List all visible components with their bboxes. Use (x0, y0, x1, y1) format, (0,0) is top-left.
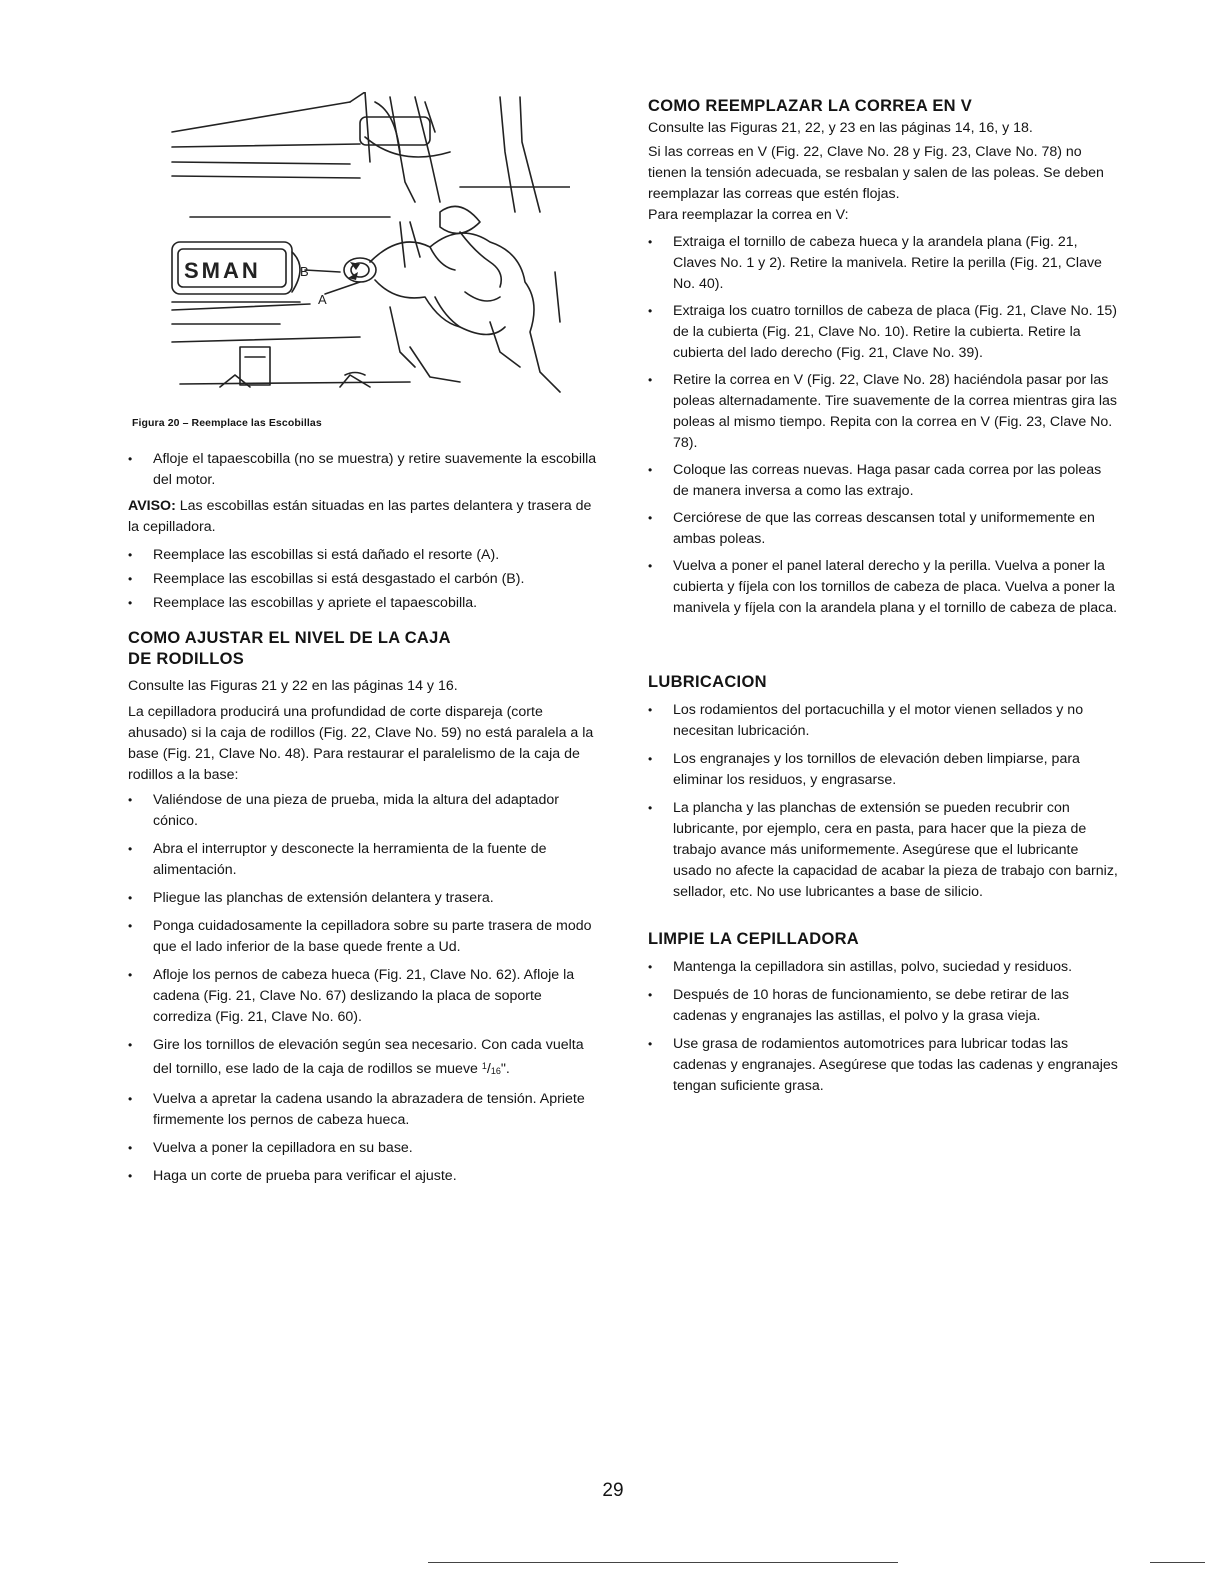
lubrication-list (648, 700, 1120, 903)
list-item: • Los engranajes y los tornillos de elevación deben limpiarse, para eliminar los residuos, y engrasarse. (648, 749, 1120, 791)
brush-replacement-figure (160, 92, 570, 407)
list-item: • Reemplace las escobillas si está desgastado el carbón (B). (128, 569, 600, 590)
aviso-text: Las escobillas están situadas en las partes delantera y trasera de la cepilladora. (128, 498, 592, 535)
aviso-label: AVISO: (128, 498, 176, 514)
section-heading-roller-level: COMO AJUSTAR EL NIVEL DE LA CAJA DE RODILLOS (128, 629, 451, 668)
list-item: • Vuelva a poner la cepilladora en su base. (128, 1138, 600, 1159)
list-item: • La plancha y las planchas de extensión se pueden recubrir con lubricante, por ejemplo, cera en pasta, para hacer que la pieza de trabajo avance más uniformemente. Asegúrese que el lubricante usado no afecte la capacidad de acabar la pieza de trabajo con barniz, sellador, etc. No use lubricantes a base de silicio. (648, 798, 1120, 903)
list-item: • Después de 10 horas de funcionamiento, se debe retirar de las cadenas y engranajes las astillas, el polvo y la grasa vieja. (648, 985, 1120, 1027)
list-item: • Reemplace las escobillas y apriete el tapaescobilla. (128, 593, 600, 614)
brush-illustration (160, 92, 570, 407)
motor-logo: SMAN (184, 258, 261, 283)
list-item: • Afloje los pernos de cabeza hueca (Fig. 21, Clave No. 62). Afloje la cadena (Fig. 21, Clave No. 67) deslizando la placa de soporte corrediza (Fig. 21, Clave No. 60). (128, 965, 600, 1028)
section-heading-clean: LIMPIE LA CEPILLADORA (648, 930, 860, 948)
list-item: • Ponga cuidadosamente la cepilladora sobre su parte trasera de modo que el lado inferior de la base quede frente a Ud. (128, 916, 600, 958)
bottom-divider (428, 1562, 898, 1563)
list-item: • Use grasa de rodamientos automotrices para lubricar todas las cadenas y engranajes. Asegúrese que todas las cadenas y engranajes tengan suficiente grasa. (648, 1034, 1120, 1097)
paragraph: Para reemplazar la correa en V: (648, 207, 849, 223)
cleaning-list (648, 957, 1120, 1097)
list-item: • Extraiga los cuatro tornillos de cabeza de placa (Fig. 21, Clave No. 15) de la cubierta (Fig. 21, Clave No. 10). Retire la cubierta. Retire la cubierta del lado derecho (Fig. 21, Clave No. 39). (648, 301, 1120, 364)
figure-reference: Consulte las Figuras 21, 22, y 23 en las páginas 14, 16, y 18. (648, 120, 1033, 136)
paragraph: Si las correas en V (Fig. 22, Clave No. 28 y Fig. 23, Clave No. 78) no tienen la tensión adecuada, se resbalan y salen de las poleas. Se deben reemplazar las correas que estén flojas. (648, 144, 1104, 202)
list-item: • Los rodamientos del portacuchilla y el motor vienen sellados y no necesitan lubricación. (648, 700, 1120, 742)
figure-reference: Consulte las Figuras 21 y 22 en las páginas 14 y 16. (128, 678, 458, 694)
list-item: • Cerciórese de que las correas descansen total y uniformemente en ambas poleas. (648, 508, 1120, 550)
list-item: • Vuelva a poner el panel lateral derecho y la perilla. Vuelva a poner la cubierta y fíjela con los tornillos de cabeza de placa. Vuelva a poner la manivela y fíjela con la arandela plana y el tornillo de cabeza de placa. (648, 556, 1120, 619)
list-item: • Valiéndose de una pieza de prueba, mida la altura del adaptador cónico. (128, 790, 600, 832)
aviso-note (128, 496, 600, 538)
list-item: • Haga un corte de prueba para verificar el ajuste. (128, 1166, 600, 1187)
list-item: • Coloque las correas nuevas. Haga pasar cada correa por las poleas de manera inversa a como las extrajo. (648, 460, 1120, 502)
roller-level-steps (128, 790, 600, 1187)
list-item: • Retire la correa en V (Fig. 22, Clave No. 28) haciéndola pasar por las poleas alternadamente. Tire suavemente de la correa mientras gira las poleas al mismo tiempo. Repita con la correa en V (Fig. 23, Clave No. 78). (648, 370, 1120, 454)
figure-caption: Figura 20 – Reemplace las Escobillas (132, 417, 322, 429)
list-item: • Extraiga el tornillo de cabeza hueca y la arandela plana (Fig. 21, Claves No. 1 y 2). Retire la manivela. Retire la perilla (Fig. 21, Clave No. 40). (648, 232, 1120, 295)
list-item: • Afloje el tapaescobilla (no se muestra) y retire suavemente la escobilla del motor. (128, 449, 600, 491)
list-item: • Gire los tornillos de elevación según sea necesario. Con cada vuelta del tornillo, ese lado de la caja de rodillos se mueve $^1$/16". (128, 1035, 600, 1082)
brush-replace-list (128, 545, 600, 614)
callout-a: A (318, 292, 327, 307)
vbelt-steps (648, 232, 1120, 619)
list-item: • Abra el interruptor y desconecte la herramienta de la fuente de alimentación. (128, 839, 600, 881)
list-item: • Reemplace las escobillas si está dañado el resorte (A). (128, 545, 600, 566)
bottom-divider (1150, 1562, 1205, 1563)
fraction-numerator: 1 (481, 1061, 487, 1071)
section-heading-lubrication: LUBRICACION (648, 673, 767, 691)
list-item: • Mantenga la cepilladora sin astillas, polvo, suciedad y residuos. (648, 957, 1120, 978)
section-heading-vbelt: COMO REEMPLAZAR LA CORREA EN V (648, 97, 973, 115)
list-item: • Pliegue las planchas de extensión delantera y trasera. (128, 888, 600, 909)
fraction-denominator: 16 (490, 1066, 501, 1076)
brush-removal-list (128, 449, 600, 491)
list-item: • Vuelva a apretar la cadena usando la abrazadera de tensión. Apriete firmemente los pernos de cabeza hueca. (128, 1089, 600, 1131)
callout-b: B (300, 264, 309, 279)
paragraph: La cepilladora producirá una profundidad de corte dispareja (corte ahusado) si la caja de rodillos (Fig. 22, Clave No. 59) no está paralela a la base (Fig. 21, Clave No. 48). Para restaurar el paralelismo de la caja de rodillos a la base: (128, 704, 594, 783)
page-number: 29 (602, 1480, 624, 1501)
